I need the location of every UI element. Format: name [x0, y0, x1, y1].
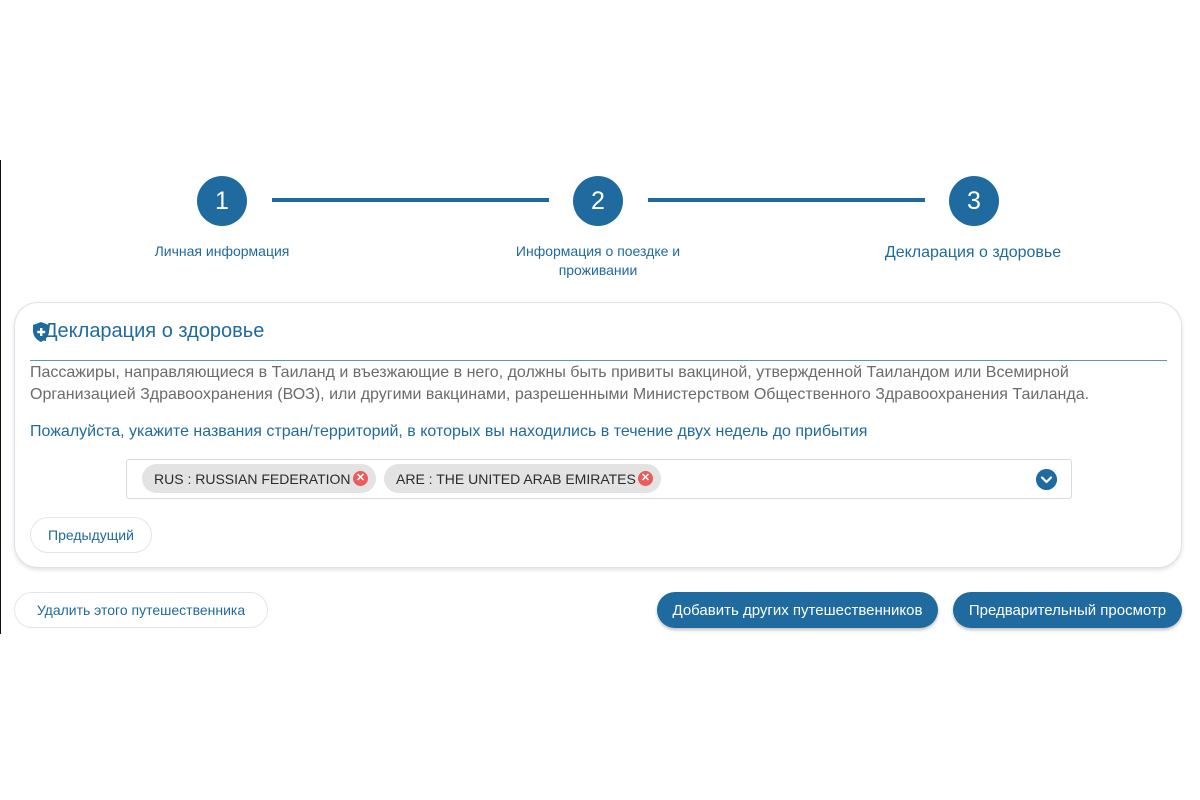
step-1-number: 1 — [215, 186, 229, 215]
previous-button[interactable]: Предыдущий — [30, 517, 152, 553]
step-3-circle[interactable] — [949, 176, 999, 226]
remove-icon[interactable]: ✕ — [638, 471, 653, 486]
country-chip-label: RUS : RUSSIAN FEDERATION — [154, 470, 351, 487]
step-connector-1-2 — [272, 198, 549, 202]
vaccination-notice: Пассажиры, направляющиеся в Таиланд и въезжающие в него, должны быть привиты вакциной, утвержденной Таиландом или Всемирной Организацией Здравоохранения (ВОЗ), или другими вакцинами, разрешенными Министерством Общественного Здравоохранения Таиланда. — [30, 364, 1090, 403]
step-2-label: Информация о поездке и проживании — [515, 243, 681, 278]
step-3-number: 3 — [967, 186, 981, 215]
country-chip-are — [384, 464, 661, 493]
title-divider — [30, 360, 1167, 361]
step-connector-2-3 — [648, 198, 925, 202]
step-1-label: Личная информация — [154, 243, 290, 259]
card-title: Декларация о здоровье — [44, 320, 265, 342]
chevron-down-icon[interactable] — [1036, 469, 1057, 490]
countries-prompt: Пожалуйста, укажите названия стран/территорий, в которых вы находились в течение двух недель до прибытия — [30, 423, 868, 440]
remove-icon[interactable]: ✕ — [353, 471, 368, 486]
step-1-circle[interactable] — [197, 176, 247, 226]
add-travelers-button[interactable]: Добавить других путешественников — [657, 592, 938, 628]
country-chip-label: ARE : THE UNITED ARAB EMIRATES — [396, 470, 636, 487]
step-2-number: 2 — [591, 186, 605, 215]
country-chip-rus — [142, 464, 376, 493]
step-2-circle[interactable] — [573, 176, 623, 226]
preview-button[interactable]: Предварительный просмотр — [953, 592, 1182, 628]
step-3-label: Декларация о здоровье — [884, 244, 1062, 261]
delete-traveler-button[interactable]: Удалить этого путешественника — [14, 592, 268, 628]
